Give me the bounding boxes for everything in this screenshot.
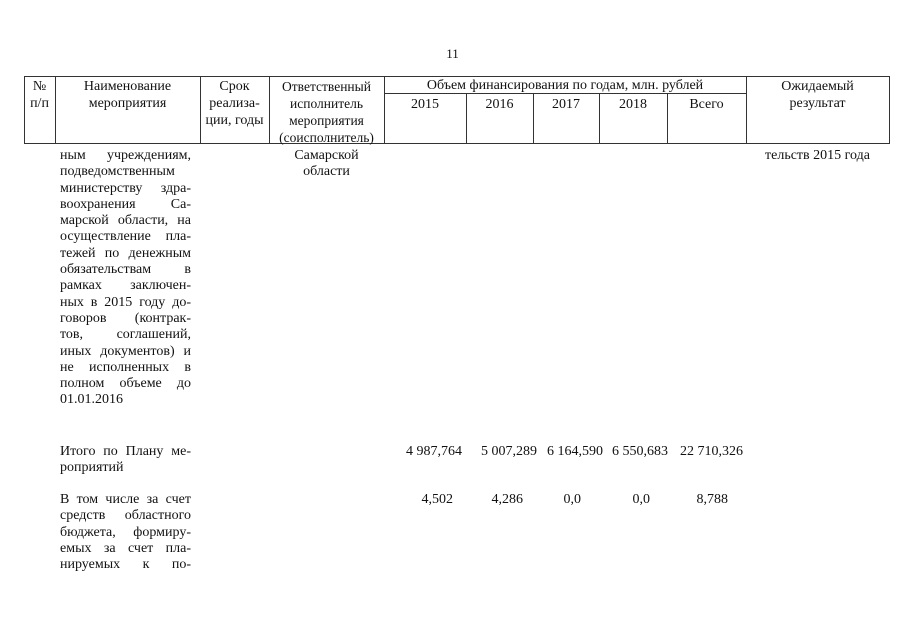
header-no: № п/п bbox=[30, 79, 49, 111]
header-year-2017: 2017 bbox=[552, 97, 580, 112]
incl-2016: 4,286 bbox=[491, 492, 523, 507]
header-term: Срок реализа- ции, годы bbox=[205, 79, 264, 128]
page-number: 11 bbox=[446, 46, 459, 61]
header-year-2018: 2018 bbox=[619, 97, 647, 112]
total-2015: 4 987,764 bbox=[406, 444, 462, 459]
total-2016: 5 007,289 bbox=[481, 444, 537, 459]
incl-all: 8,788 bbox=[696, 492, 728, 507]
cont-row-name: ным учреждениям, подведомственным министерству здра- воохранения Са- марской области, на осуществление пла- тежей по денежным обязательствам в рамках заключен- ных в 2015 году до- говоров (контрак- тов, соглашений, иных документов) и не исполненных в полном объеме до 01.01.2016 bbox=[60, 148, 191, 408]
header-total: Всего bbox=[689, 97, 724, 112]
cont-row-result: тельств 2015 года bbox=[765, 148, 870, 163]
header-year-2016: 2016 bbox=[485, 97, 514, 112]
header-result: Ожидаемый результат bbox=[781, 79, 854, 111]
incl-2017: 0,0 bbox=[563, 492, 581, 507]
cont-row-responsible: Самарской области bbox=[294, 148, 359, 180]
incl-2018: 0,0 bbox=[632, 492, 650, 507]
total-2018: 6 550,683 bbox=[612, 444, 668, 459]
total-row-name: Итого по Плану ме- роприятий bbox=[60, 444, 191, 476]
incl-row-name: В том числе за счет средств областного бюджета, формиру- емых за счет пла- нируемых к по- bbox=[60, 492, 191, 573]
header-name: Наименование мероприятия bbox=[83, 79, 172, 111]
total-all: 22 710,326 bbox=[680, 444, 743, 459]
header-responsible: Ответственный исполнитель мероприятия (соисполнитель) bbox=[279, 79, 374, 145]
total-2017: 6 164,590 bbox=[547, 444, 603, 459]
header-financing: Объем финансирования по годам, млн. рублей bbox=[426, 78, 704, 93]
header-year-2015: 2015 bbox=[411, 97, 439, 112]
incl-2015: 4,502 bbox=[421, 492, 453, 507]
